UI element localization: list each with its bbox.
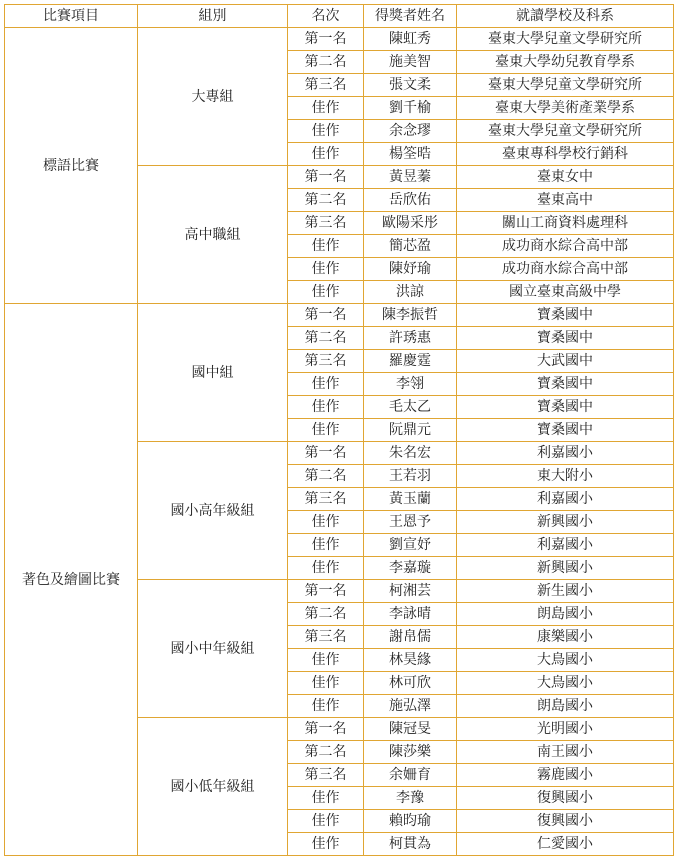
school-cell: 復興國小 [457, 787, 674, 810]
winner-name-cell: 王恩予 [364, 511, 457, 534]
rank-cell: 佳作 [288, 672, 364, 695]
winner-name-cell: 歐陽采彤 [364, 212, 457, 235]
winner-name-cell: 王若羽 [364, 465, 457, 488]
rank-cell: 第二名 [288, 327, 364, 350]
rank-cell: 第二名 [288, 189, 364, 212]
winner-name-cell: 陳冠旻 [364, 718, 457, 741]
rank-cell: 第三名 [288, 212, 364, 235]
school-cell: 利嘉國小 [457, 534, 674, 557]
school-cell: 朗島國小 [457, 603, 674, 626]
school-cell: 國立臺東高級中學 [457, 281, 674, 304]
winner-name-cell: 黃昱蓁 [364, 166, 457, 189]
winner-name-cell: 賴昀瑜 [364, 810, 457, 833]
table-row [5, 304, 674, 327]
awards-table [4, 4, 674, 856]
rank-cell: 第三名 [288, 350, 364, 373]
winner-name-cell: 許琇惠 [364, 327, 457, 350]
school-cell: 霧鹿國小 [457, 764, 674, 787]
rank-cell: 佳作 [288, 787, 364, 810]
school-cell: 寶桑國中 [457, 304, 674, 327]
group-cell: 國小中年級組 [138, 580, 288, 718]
group-cell: 國小低年級組 [138, 718, 288, 856]
header-winner-name: 得獎者姓名 [364, 5, 457, 28]
school-cell: 朗島國小 [457, 695, 674, 718]
group-cell: 國小高年級組 [138, 442, 288, 580]
rank-cell: 第三名 [288, 764, 364, 787]
school-cell: 東大附小 [457, 465, 674, 488]
school-cell: 復興國小 [457, 810, 674, 833]
winner-name-cell: 林可欣 [364, 672, 457, 695]
competition-cell: 標語比賽 [5, 28, 138, 304]
winner-name-cell: 阮鼎元 [364, 419, 457, 442]
winner-name-cell: 施弘澤 [364, 695, 457, 718]
rank-cell: 第二名 [288, 51, 364, 74]
winner-name-cell: 岳欣佑 [364, 189, 457, 212]
rank-cell: 第一名 [288, 442, 364, 465]
school-cell: 新興國小 [457, 557, 674, 580]
rank-cell: 佳作 [288, 649, 364, 672]
school-cell: 利嘉國小 [457, 488, 674, 511]
winner-name-cell: 柯貫為 [364, 833, 457, 856]
rank-cell: 佳作 [288, 143, 364, 166]
group-cell: 高中職組 [138, 166, 288, 304]
rank-cell: 第三名 [288, 488, 364, 511]
school-cell: 大武國中 [457, 350, 674, 373]
winner-name-cell: 余姍育 [364, 764, 457, 787]
school-cell: 臺東專科學校行銷科 [457, 143, 674, 166]
rank-cell: 佳作 [288, 695, 364, 718]
school-cell: 關山工商資料處理科 [457, 212, 674, 235]
school-cell: 寶桑國中 [457, 396, 674, 419]
school-cell: 臺東大學兒童文學研究所 [457, 28, 674, 51]
school-cell: 寶桑國中 [457, 373, 674, 396]
winner-name-cell: 劉宣妤 [364, 534, 457, 557]
school-cell: 臺東大學幼兒教育學系 [457, 51, 674, 74]
rank-cell: 第一名 [288, 718, 364, 741]
winner-name-cell: 施美智 [364, 51, 457, 74]
header-school: 就讀學校及科系 [457, 5, 674, 28]
winner-name-cell: 李翎 [364, 373, 457, 396]
school-cell: 康樂國小 [457, 626, 674, 649]
rank-cell: 佳作 [288, 120, 364, 143]
winner-name-cell: 陳妤瑜 [364, 258, 457, 281]
winner-name-cell: 陳莎樂 [364, 741, 457, 764]
winner-name-cell: 李豫 [364, 787, 457, 810]
rank-cell: 第二名 [288, 741, 364, 764]
header-row [5, 5, 674, 28]
competition-cell: 著色及繪圖比賽 [5, 304, 138, 856]
rank-cell: 佳作 [288, 235, 364, 258]
school-cell: 臺東高中 [457, 189, 674, 212]
winner-name-cell: 洪諒 [364, 281, 457, 304]
rank-cell: 佳作 [288, 534, 364, 557]
rank-cell: 佳作 [288, 833, 364, 856]
rank-cell: 佳作 [288, 810, 364, 833]
rank-cell: 佳作 [288, 258, 364, 281]
winner-name-cell: 李嘉璇 [364, 557, 457, 580]
school-cell: 南王國小 [457, 741, 674, 764]
rank-cell: 第一名 [288, 580, 364, 603]
school-cell: 成功商水綜合高中部 [457, 258, 674, 281]
winner-name-cell: 謝帛儒 [364, 626, 457, 649]
rank-cell: 第二名 [288, 603, 364, 626]
rank-cell: 佳作 [288, 419, 364, 442]
school-cell: 仁愛國小 [457, 833, 674, 856]
rank-cell: 佳作 [288, 373, 364, 396]
school-cell: 臺東大學兒童文學研究所 [457, 74, 674, 97]
winner-name-cell: 林昊緣 [364, 649, 457, 672]
school-cell: 臺東大學兒童文學研究所 [457, 120, 674, 143]
rank-cell: 佳作 [288, 97, 364, 120]
rank-cell: 第一名 [288, 304, 364, 327]
school-cell: 大鳥國小 [457, 672, 674, 695]
winner-name-cell: 陳李振哲 [364, 304, 457, 327]
table-row [5, 28, 674, 51]
winner-name-cell: 黃玉蘭 [364, 488, 457, 511]
school-cell: 臺東女中 [457, 166, 674, 189]
rank-cell: 第二名 [288, 465, 364, 488]
rank-cell: 第三名 [288, 74, 364, 97]
rank-cell: 佳作 [288, 557, 364, 580]
school-cell: 寶桑國中 [457, 419, 674, 442]
winner-name-cell: 簡芯盈 [364, 235, 457, 258]
rank-cell: 佳作 [288, 511, 364, 534]
header-rank: 名次 [288, 5, 364, 28]
winner-name-cell: 陳虹秀 [364, 28, 457, 51]
school-cell: 利嘉國小 [457, 442, 674, 465]
winner-name-cell: 余念璆 [364, 120, 457, 143]
school-cell: 新興國小 [457, 511, 674, 534]
school-cell: 寶桑國中 [457, 327, 674, 350]
school-cell: 臺東大學美術產業學系 [457, 97, 674, 120]
school-cell: 光明國小 [457, 718, 674, 741]
rank-cell: 第一名 [288, 28, 364, 51]
rank-cell: 第一名 [288, 166, 364, 189]
rank-cell: 佳作 [288, 396, 364, 419]
school-cell: 大鳥國小 [457, 649, 674, 672]
header-group: 組別 [138, 5, 288, 28]
group-cell: 國中組 [138, 304, 288, 442]
winner-name-cell: 張文柔 [364, 74, 457, 97]
rank-cell: 第三名 [288, 626, 364, 649]
results-body [5, 28, 674, 856]
winner-name-cell: 毛太乙 [364, 396, 457, 419]
header-competition: 比賽項目 [5, 5, 138, 28]
school-cell: 新生國小 [457, 580, 674, 603]
winner-name-cell: 楊筌晧 [364, 143, 457, 166]
school-cell: 成功商水綜合高中部 [457, 235, 674, 258]
rank-cell: 佳作 [288, 281, 364, 304]
winner-name-cell: 劉千榆 [364, 97, 457, 120]
winner-name-cell: 李詠晴 [364, 603, 457, 626]
group-cell: 大專組 [138, 28, 288, 166]
winner-name-cell: 羅慶霆 [364, 350, 457, 373]
winner-name-cell: 朱名宏 [364, 442, 457, 465]
winner-name-cell: 柯湘芸 [364, 580, 457, 603]
